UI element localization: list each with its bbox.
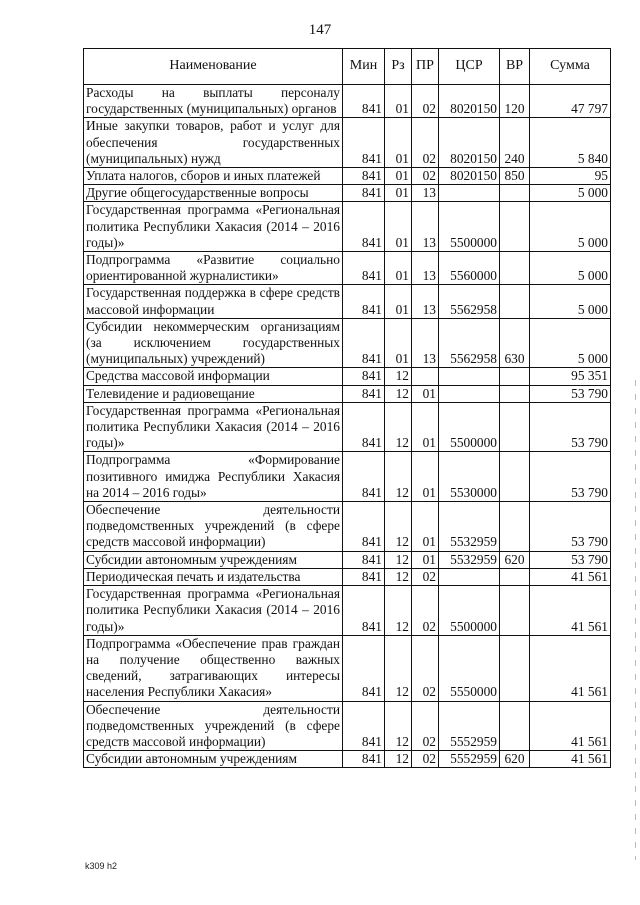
cell-vr: 620 — [500, 551, 530, 568]
cell-min: 841 — [343, 568, 385, 585]
cell-csr: 5532959 — [439, 551, 500, 568]
table-header-row — [84, 49, 611, 85]
cell-csr: 5532959 — [439, 502, 500, 552]
cell-rz: 12 — [385, 551, 412, 568]
table-row — [84, 185, 611, 202]
cell-name: Другие общегосударственные вопросы — [84, 185, 343, 202]
cell-csr: 5550000 — [439, 635, 500, 701]
table-row — [84, 452, 611, 502]
cell-rz: 01 — [385, 168, 412, 185]
cell-name: Обеспечение деятельности подведомственных учреждений (в сфере средств массовой информации) — [84, 502, 343, 552]
cell-csr — [439, 185, 500, 202]
cell-sum: 5 000 — [530, 202, 611, 252]
table-row — [84, 385, 611, 402]
cell-vr — [500, 568, 530, 585]
cell-sum: 5 000 — [530, 285, 611, 318]
cell-min: 841 — [343, 252, 385, 285]
budget-table — [83, 48, 611, 768]
table-row — [84, 635, 611, 701]
cell-pr: 02 — [412, 85, 439, 118]
cell-sum: 53 790 — [530, 551, 611, 568]
cell-name: Уплата налогов, сборов и иных платежей — [84, 168, 343, 185]
cell-rz: 01 — [385, 252, 412, 285]
column-header-rz: Рз — [385, 49, 412, 85]
table-row — [84, 118, 611, 168]
cell-min: 841 — [343, 368, 385, 385]
cell-min: 841 — [343, 586, 385, 636]
cell-vr: 850 — [500, 168, 530, 185]
cell-vr — [500, 368, 530, 385]
cell-csr: 8020150 — [439, 118, 500, 168]
table-row — [84, 318, 611, 368]
cell-rz: 12 — [385, 368, 412, 385]
cell-vr — [500, 402, 530, 452]
cell-min: 841 — [343, 452, 385, 502]
cell-name: Государственная программа «Региональная политика Республики Хакасия (2014 – 2016 годы)» — [84, 202, 343, 252]
cell-sum: 41 561 — [530, 635, 611, 701]
cell-csr: 5500000 — [439, 202, 500, 252]
cell-name: Телевидение и радиовещание — [84, 385, 343, 402]
table-row — [84, 568, 611, 585]
table-row — [84, 168, 611, 185]
table-row — [84, 502, 611, 552]
footer-code: k309 h2 — [85, 861, 118, 871]
table-row — [84, 586, 611, 636]
cell-min: 841 — [343, 751, 385, 768]
cell-vr — [500, 452, 530, 502]
cell-csr: 5500000 — [439, 402, 500, 452]
cell-vr — [500, 635, 530, 701]
cell-sum: 41 561 — [530, 568, 611, 585]
cell-sum: 53 790 — [530, 385, 611, 402]
cell-sum: 41 561 — [530, 586, 611, 636]
cell-csr: 5560000 — [439, 252, 500, 285]
cell-rz: 01 — [385, 118, 412, 168]
cell-sum: 53 790 — [530, 502, 611, 552]
table-row — [84, 368, 611, 385]
cell-csr: 5562958 — [439, 318, 500, 368]
cell-pr: 01 — [412, 452, 439, 502]
cell-pr: 02 — [412, 751, 439, 768]
cell-rz: 01 — [385, 85, 412, 118]
cell-rz: 01 — [385, 285, 412, 318]
cell-csr: 5552959 — [439, 701, 500, 751]
cell-vr: 630 — [500, 318, 530, 368]
cell-vr — [500, 385, 530, 402]
cell-name: Субсидии некоммерческим организациям (за исключением государственных (муниципальных) учреждений) — [84, 318, 343, 368]
cell-name: Расходы на выплаты персоналу государственных (муниципальных) органов — [84, 85, 343, 118]
cell-vr — [500, 185, 530, 202]
cell-csr: 8020150 — [439, 85, 500, 118]
cell-rz: 12 — [385, 586, 412, 636]
cell-pr: 02 — [412, 586, 439, 636]
cell-min: 841 — [343, 185, 385, 202]
cell-csr: 5500000 — [439, 586, 500, 636]
column-header-min: Мин — [343, 49, 385, 85]
cell-rz: 12 — [385, 635, 412, 701]
table-row — [84, 202, 611, 252]
table-row — [84, 285, 611, 318]
cell-rz: 12 — [385, 402, 412, 452]
cell-rz: 12 — [385, 502, 412, 552]
cell-csr: 5530000 — [439, 452, 500, 502]
table-row — [84, 701, 611, 751]
cell-min: 841 — [343, 402, 385, 452]
cell-min: 841 — [343, 202, 385, 252]
cell-min: 841 — [343, 318, 385, 368]
cell-name: Государственная поддержка в сфере средств массовой информации — [84, 285, 343, 318]
cell-csr: 5552959 — [439, 751, 500, 768]
cell-pr: 02 — [412, 635, 439, 701]
cell-min: 841 — [343, 385, 385, 402]
cell-sum: 5 000 — [530, 252, 611, 285]
cell-vr — [500, 502, 530, 552]
cell-pr: 01 — [412, 551, 439, 568]
cell-sum: 5 840 — [530, 118, 611, 168]
cell-pr: 02 — [412, 701, 439, 751]
cell-sum: 53 790 — [530, 452, 611, 502]
scan-edge-artifact — [635, 380, 636, 860]
table-row — [84, 551, 611, 568]
cell-vr — [500, 701, 530, 751]
cell-vr — [500, 202, 530, 252]
cell-rz: 01 — [385, 318, 412, 368]
cell-vr: 620 — [500, 751, 530, 768]
cell-min: 841 — [343, 635, 385, 701]
column-header-name: Наименование — [84, 49, 343, 85]
cell-min: 841 — [343, 285, 385, 318]
cell-pr: 13 — [412, 202, 439, 252]
cell-pr — [412, 368, 439, 385]
cell-csr — [439, 568, 500, 585]
cell-name: Субсидии автономным учреждениям — [84, 751, 343, 768]
cell-pr: 13 — [412, 285, 439, 318]
cell-sum: 95 351 — [530, 368, 611, 385]
cell-name: Иные закупки товаров, работ и услуг для обеспечения государственных (муниципальных) нужд — [84, 118, 343, 168]
cell-vr — [500, 285, 530, 318]
cell-vr: 240 — [500, 118, 530, 168]
table-row — [84, 85, 611, 118]
cell-sum: 95 — [530, 168, 611, 185]
page-number: 147 — [308, 22, 332, 38]
column-header-csr: ЦСР — [439, 49, 500, 85]
cell-pr: 13 — [412, 185, 439, 202]
cell-rz: 12 — [385, 452, 412, 502]
cell-name: Подпрограмма «Развитие социально ориентированной журналистики» — [84, 252, 343, 285]
column-header-pr: ПР — [412, 49, 439, 85]
table-row — [84, 402, 611, 452]
cell-min: 841 — [343, 168, 385, 185]
cell-sum: 47 797 — [530, 85, 611, 118]
cell-pr: 01 — [412, 402, 439, 452]
cell-min: 841 — [343, 502, 385, 552]
cell-name: Обеспечение деятельности подведомственных учреждений (в сфере средств массовой информации) — [84, 701, 343, 751]
cell-rz: 12 — [385, 568, 412, 585]
table-row — [84, 751, 611, 768]
table-row — [84, 252, 611, 285]
cell-sum: 41 561 — [530, 751, 611, 768]
cell-name: Подпрограмма «Формирование позитивного имиджа Республики Хакасия на 2014 – 2016 годы» — [84, 452, 343, 502]
cell-pr: 01 — [412, 502, 439, 552]
cell-rz: 12 — [385, 701, 412, 751]
cell-pr: 13 — [412, 252, 439, 285]
cell-min: 841 — [343, 701, 385, 751]
cell-rz: 12 — [385, 385, 412, 402]
cell-sum: 5 000 — [530, 318, 611, 368]
cell-vr — [500, 252, 530, 285]
cell-min: 841 — [343, 118, 385, 168]
cell-name: Субсидии автономным учреждениям — [84, 551, 343, 568]
cell-sum: 41 561 — [530, 701, 611, 751]
cell-rz: 01 — [385, 202, 412, 252]
cell-vr: 120 — [500, 85, 530, 118]
cell-name: Подпрограмма «Обеспечение прав граждан на получение общественно важных сведений, затрагивающих интересы населения Республики Хакасия» — [84, 635, 343, 701]
cell-name: Государственная программа «Региональная политика Республики Хакасия (2014 – 2016 годы)» — [84, 402, 343, 452]
cell-rz: 01 — [385, 185, 412, 202]
cell-pr: 02 — [412, 118, 439, 168]
cell-csr — [439, 368, 500, 385]
cell-csr — [439, 385, 500, 402]
cell-csr: 5562958 — [439, 285, 500, 318]
cell-vr — [500, 586, 530, 636]
column-header-sum: Сумма — [530, 49, 611, 85]
cell-rz: 12 — [385, 751, 412, 768]
cell-name: Государственная программа «Региональная политика Республики Хакасия (2014 – 2016 годы)» — [84, 586, 343, 636]
cell-name: Периодическая печать и издательства — [84, 568, 343, 585]
cell-csr: 8020150 — [439, 168, 500, 185]
cell-pr: 13 — [412, 318, 439, 368]
cell-pr: 02 — [412, 568, 439, 585]
cell-pr: 02 — [412, 168, 439, 185]
cell-min: 841 — [343, 85, 385, 118]
cell-min: 841 — [343, 551, 385, 568]
cell-sum: 5 000 — [530, 185, 611, 202]
column-header-vr: ВР — [500, 49, 530, 85]
cell-sum: 53 790 — [530, 402, 611, 452]
cell-pr: 01 — [412, 385, 439, 402]
cell-name: Средства массовой информации — [84, 368, 343, 385]
